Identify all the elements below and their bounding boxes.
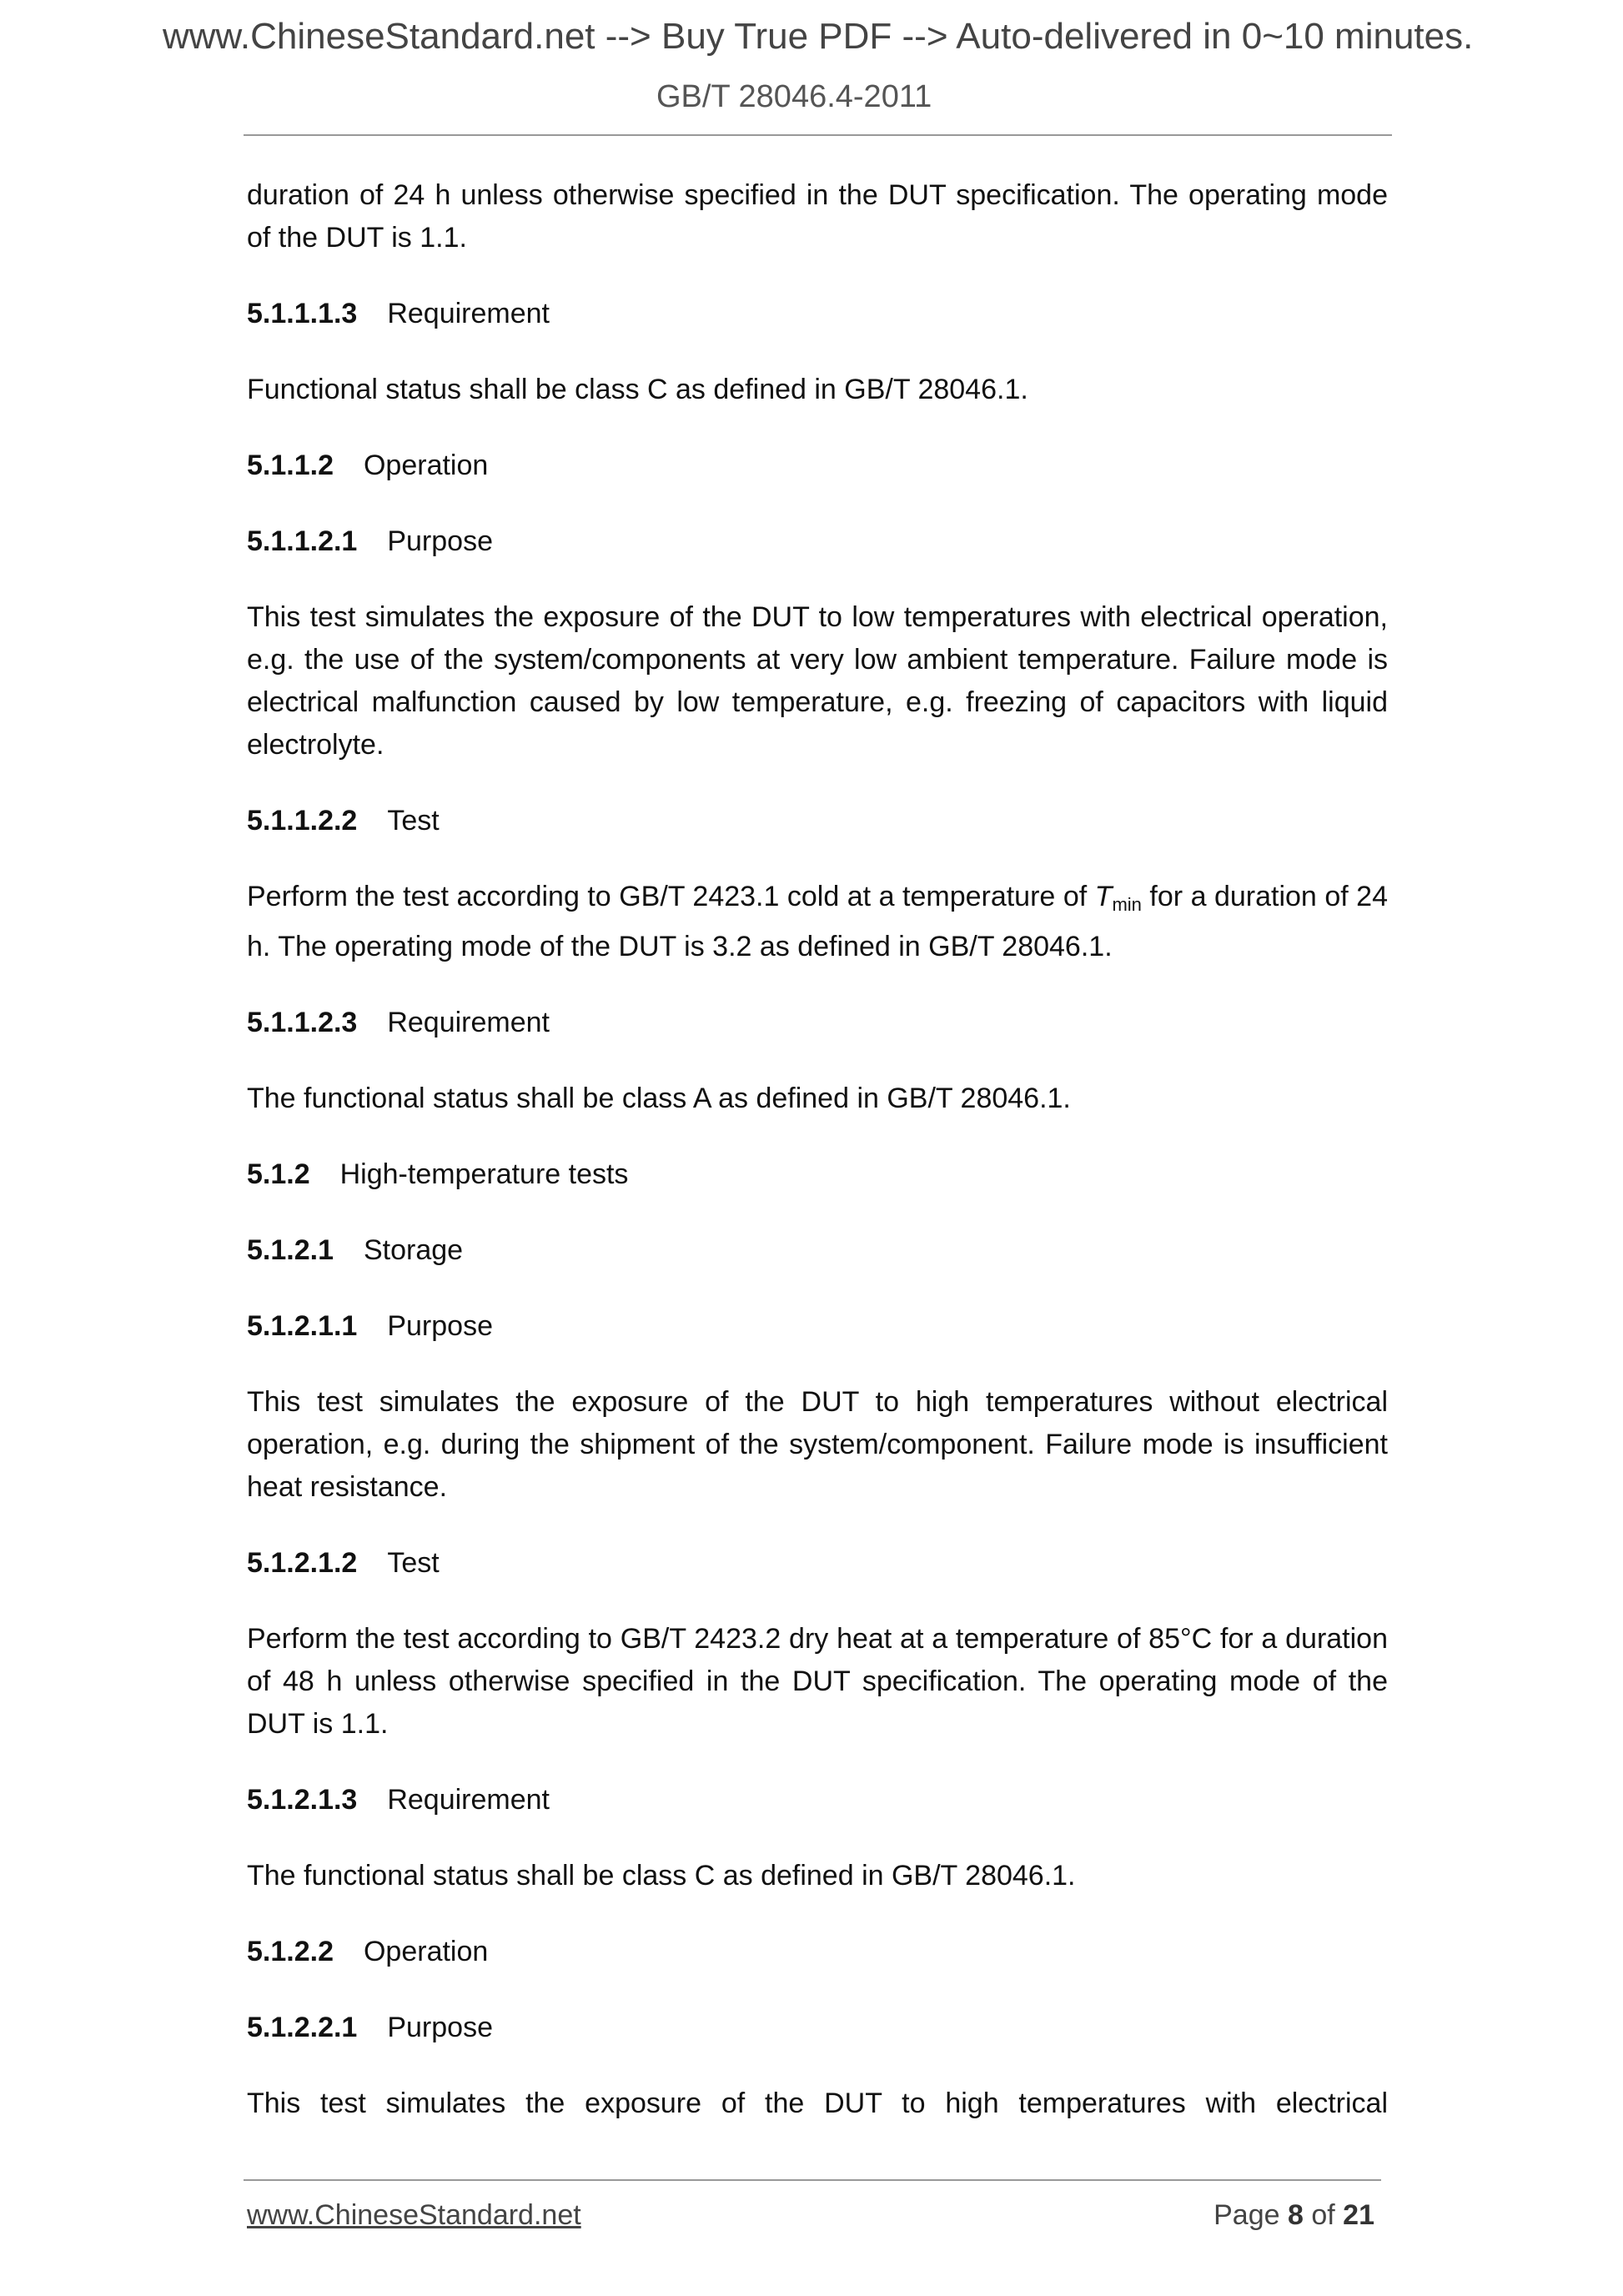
section-heading [247,445,1388,487]
section-heading [247,1229,1388,1272]
footer-rule [244,2179,1381,2181]
section-title: Requirement [387,298,550,329]
section-number: 5.1.2 [247,1158,310,1190]
paragraph: Perform the test according to GB/T 2423.2 dry heat at a temperature of 85°C for a duration of 48 h unless otherwise specified in the DUT specification. The operating mode of the DUT is 1.1. [247,1623,1388,1740]
section-number: 5.1.1.2.1 [247,525,358,557]
section-title: Purpose [387,2012,493,2043]
header-banner: www.ChineseStandard.net --> Buy True PDF --> Auto-delivered in 0~10 minutes. [163,16,1474,57]
section-heading [247,520,1388,563]
section-heading [247,2007,1388,2049]
paragraph-text: for a duration of 24 h. The operating mode of the DUT is 3.2 as defined in GB/T 28046.1. [247,881,1388,962]
section-title: Purpose [387,1310,493,1342]
paragraph: The functional status shall be class C as defined in GB/T 28046.1. [247,1860,1076,1892]
section-title: Requirement [387,1007,550,1038]
header-rule [244,134,1392,136]
section-number: 5.1.2.1.1 [247,1310,358,1342]
paragraph: Functional status shall be class C as defined in GB/T 28046.1. [247,374,1028,405]
section-title: Operation [363,450,489,481]
section-heading [247,800,1388,842]
temperature-subscript: min [1112,894,1142,915]
standard-number: GB/T 28046.4-2011 [656,79,932,114]
section-number: 5.1.1.1.3 [247,298,358,329]
page-current: 8 [1287,2199,1304,2231]
section-heading [247,1779,1388,1821]
section-heading [247,293,1388,335]
page-header [0,0,1623,132]
section-heading [247,1153,1388,1196]
paragraph: This test simulates the exposure of the DUT to high temperatures with electrical [247,2088,1388,2119]
paragraph-text: Perform the test according to GB/T 2423.1 cold at a temperature of [247,881,1088,912]
section-number: 5.1.2.1.2 [247,1547,358,1579]
section-number: 5.1.2.2.1 [247,2012,358,2043]
section-title: Storage [363,1234,464,1266]
page-of: of [1311,2199,1335,2231]
paragraph: duration of 24 h unless otherwise specified in the DUT specification. The operating mode of the DUT is 1.1. [247,179,1388,254]
document-body [247,174,1388,2158]
section-title: Operation [363,1936,489,1967]
paragraph: The functional status shall be class A as defined in GB/T 28046.1. [247,1083,1071,1114]
section-heading [247,1542,1388,1585]
section-number: 5.1.1.2.2 [247,805,358,837]
section-title: Purpose [387,525,493,557]
section-heading [247,1002,1388,1044]
section-heading [247,1305,1388,1348]
section-number: 5.1.1.2 [247,450,334,481]
section-heading [247,1931,1388,1973]
paragraph [247,876,1388,968]
section-title: Test [387,1547,440,1579]
page-number [1213,2199,1374,2232]
temperature-symbol: T [1094,881,1113,912]
section-number: 5.1.2.1.3 [247,1784,358,1816]
footer-website-link[interactable]: www.ChineseStandard.net [247,2199,581,2231]
section-number: 5.1.2.1 [247,1234,334,1266]
paragraph: This test simulates the exposure of the DUT to low temperatures with electrical operation, e.g. the use of the system/components at very low ambient temperature. Failure mode is electrical malfunction caused by low temperature, e.g. freezing of capacitors with liquid electrolyte. [247,601,1388,761]
paragraph: This test simulates the exposure of the DUT to high temperatures without electrical operation, e.g. during the shipment of the system/component. Failure mode is insufficient heat resistance. [247,1386,1388,1503]
section-number: 5.1.1.2.3 [247,1007,358,1038]
section-title: High-temperature tests [339,1158,629,1190]
page-total: 21 [1343,2199,1374,2231]
section-title: Requirement [387,1784,550,1816]
page-label: Page [1213,2199,1280,2231]
section-number: 5.1.2.2 [247,1936,334,1967]
section-title: Test [387,805,440,837]
